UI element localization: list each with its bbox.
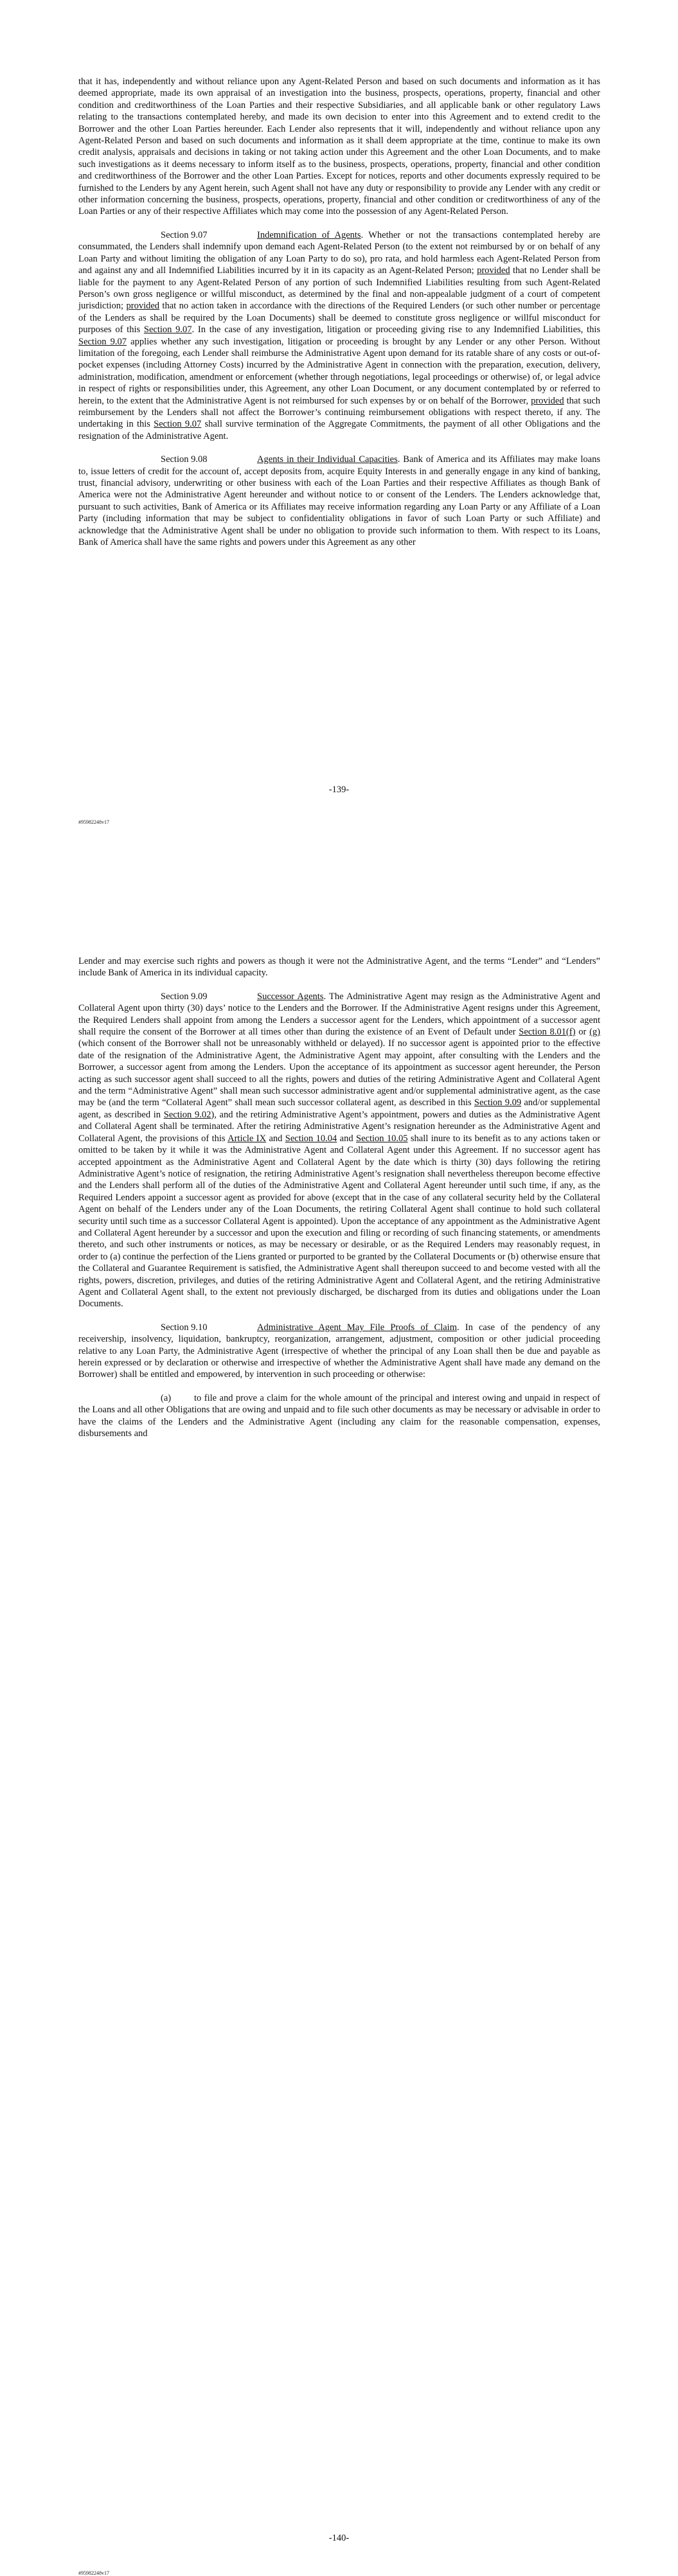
continuation-paragraph: Lender and may exercise such rights and powers as though it were not the Administrative Agent, and the terms “Lender” and “Lenders” include Bank of America in its individual capacity. <box>78 956 600 979</box>
page-body <box>78 955 600 1451</box>
section-title: Successor Agents <box>257 991 324 1002</box>
section-9-08: Section 9.08 Agents in their Individual Capacities. Bank of America and its Affiliates may make loans to, issue letters of credit for the account of, accept deposits from, acquire Equity Interests in and generally engage in any kind of banking, trust, financial advisory, underwriting or other business with each of the Loan Parties and their respective Affiliates as though Bank of America were not the Administrative Agent hereunder and without notice to or consent of the Lenders. The Lenders acknowledge that, pursuant to such activities, Bank of America or its Affiliates may receive information regarding any Loan Party or any Affiliate of a Loan Party (including information that may be subject to confidentiality obligations in favor of such Loan Party or such Affiliate) and acknowledge that the Administrative Agent shall be under no obligation to provide such information to them. With respect to its Loans, Bank of America shall have the same rights and powers under this Agreement as any other <box>78 454 601 548</box>
continuation-paragraph: that it has, independently and without reliance upon any Agent-Related Person and based on such documents and information as it has deemed appropriate, made its own appraisal of an investigation into the business, prospects, operations, property, financial and other condition and creditworthiness of the Loan Parties and their respective Subsidiaries, and all applicable bank or other regulatory Laws relating to the transactions contemplated hereby, and made its own decision to enter into this Agreement and to extend credit to the Borrower and the other Loan Parties hereunder. Each Lender also represents that it will, independently and without reliance upon any Agent-Related Person and based on such documents and information as it shall deem appropriate at the time, continue to make its own credit analysis, appraisals and decisions in taking or not taking action under this Agreement and the other Loan Documents, and to make such investigations as it deems necessary to inform itself as to the business, prospects, operations, property, financial and other condition and creditworthiness of the Borrower and the other Loan Parties. Except for notices, reports and other documents expressly required to be furnished to the Lenders by any Agent herein, such Agent shall not have any duty or responsibility to provide any Lender with any credit or other information concerning the business, prospects, operations, property, financial and other condition or creditworthiness of any of the Loan Parties or any of their respective Affiliates which may come into the possession of any Agent-Related Person. <box>78 76 600 217</box>
section-9-10: Section 9.10 Administrative Agent May File Proofs of Claim. In case of the pendency of any receivership, insolvency, liquidation, bankruptcy, reorganization, arrangement, adjustment, composition or other judicial proceeding relative to any Loan Party, the Administrative Agent (irrespective of whether the principal of any Loan shall then be due and payable as herein expressed or by declaration or otherwise and irrespective of whether the Administrative Agent shall have made any demand on the Borrower) shall be entitled and empowered, by intervention in such proceeding or otherwise: <box>78 1322 600 1380</box>
section-reference: Section 9.09 <box>474 1097 522 1108</box>
section-title: Administrative Agent May File Proofs of Claim <box>257 1322 457 1333</box>
section-number: Section 9.07 <box>161 229 208 240</box>
clause-text: to file and prove a claim for the whole amount of the principal and interest owing and unpaid in respect of the Loans and all other Obligations that are owing and unpaid and to file such other documents as may be necessary or advisable in order to have the claims of the Lenders and the Administrative Agent (including any claim for the reasonable compensation, expenses, disbursements and <box>78 1392 600 1439</box>
page-number: -139- <box>328 785 350 795</box>
document-id: #95982248v17 <box>78 819 109 825</box>
section-number: Section 9.09 <box>161 991 208 1002</box>
provided-term: provided <box>126 301 160 312</box>
provided-term: provided <box>531 395 564 406</box>
section-9-09: Section 9.09 Successor Agents. The Administrative Agent may resign as the Administrative Agent and Collateral Agent upon thirty (30) days’ notice to the Lenders and the Borrower. If the Administrative Agent resigns under this Agreement, the Required Lenders shall appoint from among the Lenders a successor agent for the Lenders, which appointment of a successor agent shall require the consent of the Borrower at all times other than during the existence of an Event of Default under Section 8.01(f) or (g) (which consent of the Borrower shall not be unreasonably withheld or delayed). If no successor agent is appointed prior to the effective date of the resignation of the Administrative Agent, the Administrative Agent may appoint, after consulting with the Lenders and the Borrower, a successor agent from among the Lenders. Upon the acceptance of its appointment as successor agent hereunder, the Person acting as such successor agent shall succeed to all the rights, powers and duties of the retiring Administrative Agent and Collateral Agent and the term “Administrative Agent” shall mean such successor administrative agent and/or supplemental administrative agent, as the case may be (and the term “Collateral Agent” shall mean such successor collateral agent, as described in this Section 9.09 and/or supplemental agent, as described in Section 9.02), and the retiring Administrative Agent’s appointment, powers and duties as the Administrative Agent and Collateral Agent shall be terminated. After the retiring Administrative Agent’s resignation hereunder as the Administrative Agent and Collateral Agent, the provisions of this Article IX and Section 10.04 and Section 10.05 shall inure to its benefit as to any actions taken or omitted to be taken by it while it was the Administrative Agent and Collateral Agent under this Agreement. If no successor agent has accepted appointment as the Administrative Agent and Collateral Agent by the date which is thirty (30) days following the retiring Administrative Agent’s notice of resignation, the retiring Administrative Agent’s resignation shall nevertheless thereupon become effective and the Lenders shall perform all of the duties of the Administrative Agent and Collateral Agent hereunder until such time, if any, as the Required Lenders appoint a successor agent as provided for above (except that in the case of any collateral security held by the Collateral Agent on behalf of the Lenders under any of the Loan Documents, the retiring Collateral Agent shall continue to hold such collateral security until such time as a successor Collateral Agent is appointed). Upon the acceptance of any appointment as the Administrative Agent and Collateral Agent hereunder by a successor and upon the execution and filing or recording of such financing statements, or amendments thereto, and such other instruments or notices, as may be necessary or desirable, or as the Required Lenders may reasonably request, in order to (a) continue the perfection of the Liens granted or purported to be granted by the Collateral Documents or (b) otherwise ensure that the Collateral and Guarantee Requirement is satisfied, the Administrative Agent shall thereupon succeed to and become vested with all the rights, powers, discretion, privileges, and duties of the retiring Administrative Agent and Collateral Agent, and the retiring Administrative Agent and Collateral Agent shall, to the extent not previously discharged, be discharged from its duties and obligations under the Loan Documents. <box>78 991 601 1310</box>
provided-term: provided <box>477 265 510 276</box>
page-139 <box>0 0 678 861</box>
section-reference: Section 9.02 <box>163 1109 211 1120</box>
document-id: #95982248v17 <box>78 2570 109 2576</box>
page-body <box>78 76 600 560</box>
section-reference: Section 10.04 <box>285 1133 337 1144</box>
clause-label: (a) <box>161 1392 172 1403</box>
section-reference: Section 9.07 <box>154 419 202 430</box>
page-number: -140- <box>328 2533 350 2543</box>
section-reference: Section 9.07 <box>78 336 127 347</box>
section-9-07: Section 9.07 Indemnification of Agents. Whether or not the transactions contemplated hereby are consummated, the Lenders shall indemnify upon demand each Agent-Related Person (to the extent not reimbursed by or on behalf of any Loan Party and without limiting the obligation of any Loan Party to do so), pro rata, and hold harmless each Agent-Related Person from and against any and all Indemnified Liabilities incurred by it in its capacity as an Agent-Related Person; provided that no Lender shall be liable for the payment to any Agent-Related Person of any portion of such Indemnified Liabilities resulting from such Agent-Related Person’s own gross negligence or willful misconduct, as determined by the final and non-appealable judgment of a court of competent jurisdiction; provided that no action taken in accordance with the directions of the Required Lenders (or such other number or percentage of the Lenders as shall be required by the Loan Documents) shall be deemed to constitute gross negligence or willful misconduct for purposes of this Section 9.07. In the case of any investigation, litigation or proceeding giving rise to any Indemnified Liabilities, this Section 9.07 applies whether any such investigation, litigation or proceeding is brought by any Lender or any other Person. Without limitation of the foregoing, each Lender shall reimburse the Administrative Agent upon demand for its ratable share of any costs or out-of-pocket expenses (including Attorney Costs) incurred by the Administrative Agent in connection with the preparation, execution, delivery, administration, modification, amendment or enforcement (whether through negotiations, legal proceedings or otherwise) of, or legal advice in respect of rights or responsibilities under, this Agreement, any other Loan Document, or any document contemplated by or referred to herein, to the extent that the Administrative Agent is not reimbursed for such expenses by or on behalf of the Borrower, provided that such reimbursement by the Lenders shall not affect the Borrower’s continuing reimbursement obligations with respect thereto, if any. The undertaking in this Section 9.07 shall survive termination of the Aggregate Commitments, the payment of all other Obligations and the resignation of the Administrative Agent. <box>78 229 601 441</box>
section-reference: Section 10.05 <box>356 1133 408 1144</box>
section-title: Agents in their Individual Capacities <box>257 454 398 465</box>
article-reference: Article IX <box>227 1133 267 1144</box>
page-140 <box>0 877 678 2576</box>
clause-a <box>78 1392 600 1440</box>
section-reference: Section 8.01(f) <box>519 1027 576 1038</box>
section-number: Section 9.10 <box>161 1322 208 1333</box>
section-reference: Section 9.07 <box>143 324 192 335</box>
section-number: Section 9.08 <box>161 454 208 465</box>
section-reference: (g) <box>589 1027 600 1038</box>
section-title: Indemnification of Agents <box>257 229 361 240</box>
